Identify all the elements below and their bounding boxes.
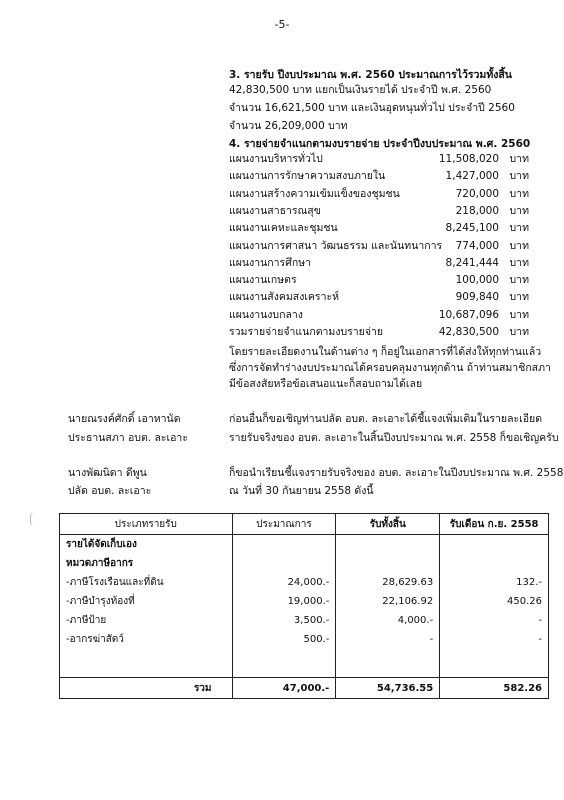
budget-line-amount: 1,427,000	[445, 170, 499, 183]
budget-line-unit: บาท	[509, 256, 529, 269]
section3-line: จำนวน 26,209,000 บาท	[229, 120, 348, 132]
budget-line-amount: 774,000	[455, 239, 499, 252]
speaker-name: นางพัฒนิดา ดีพูน	[68, 467, 147, 479]
budget-line-name: แผนงานการศึกษา	[229, 256, 312, 269]
budget-line-amount: 100,000	[455, 274, 499, 287]
scan-mark	[30, 512, 39, 526]
section3-line: 42,830,500 บาท แยกเป็นเงินรายได้ ประจำปี พ.ศ. 2560	[229, 84, 492, 96]
estimate-cell: 19,000.-	[232, 592, 336, 611]
speaker-name: นายณรงค์ศักดิ์ เอาหานัด	[68, 413, 181, 425]
table-header-row	[60, 514, 549, 535]
budget-line-unit: บาท	[509, 153, 529, 165]
table-row	[60, 649, 549, 678]
table-row	[60, 592, 549, 611]
budget-line-unit: บาท	[509, 204, 529, 217]
table-row	[60, 573, 549, 592]
budget-line-name: แผนงานบริหารทั่วไป	[229, 153, 323, 165]
row-label: -ภาษีโรงเรือนและที่ดิน	[60, 573, 233, 592]
section3-heading: 3. รายรับ ปีงบประมาณ พ.ศ. 2560 ประมาณการไว้รวมทั้งสิ้น	[229, 69, 512, 81]
section4-closing-line: ซึ่งการจัดทำร่างงบประมาณได้ครอบคลุมงานทุกด้าน ถ้าท่านสมาชิกสภา	[229, 362, 551, 374]
group-label: หมวดภาษีอากร	[60, 554, 233, 573]
group-label: รายได้จัดเก็บเอง	[60, 535, 233, 555]
sep-cell: 132.-	[440, 573, 549, 592]
received-cell: 4,000.-	[336, 611, 440, 630]
budget-line-amount: 8,241,444	[445, 256, 499, 269]
estimate-cell: 500.-	[232, 630, 336, 649]
budget-line-unit: บาท	[509, 222, 529, 235]
budget-line-unit: บาท	[509, 274, 529, 287]
budget-line-amount: 909,840	[455, 291, 499, 304]
received-cell: -	[336, 630, 440, 649]
sep-cell: -	[440, 611, 549, 630]
table-row	[60, 535, 549, 555]
budget-line-name: แผนงานสาธารณสุข	[229, 204, 321, 217]
row-label: -ภาษีบำรุงท้องที่	[60, 592, 233, 611]
speech-line: ณ วันที่ 30 กันยายน 2558 ดังนี้	[229, 485, 374, 497]
total-label: รวม	[60, 678, 233, 699]
budget-line-unit: บาท	[509, 170, 529, 183]
section4-closing-line: โดยรายละเอียดงานในด้านต่าง ๆ ก็อยู่ในเอกสารที่ได้ส่งให้ทุกท่านแล้ว	[229, 346, 542, 358]
column-header: ประมาณการ	[232, 514, 336, 535]
table-row	[60, 554, 549, 573]
total-received: 54,736.55	[336, 678, 440, 699]
speech-line: ก่อนอื่นก็ขอเชิญท่านปลัด อบต. ละเอาะได้ชี้แจงเพิ่มเติมในรายละเอียด	[229, 413, 543, 425]
budget-line-unit: บาท	[509, 239, 529, 252]
estimate-cell: 3,500.-	[232, 611, 336, 630]
sep-cell: 450.26	[440, 592, 549, 611]
budget-line-name: แผนงานการรักษาความสงบภายใน	[229, 170, 386, 183]
column-header: รับเดือน ก.ย. 2558	[440, 514, 549, 535]
column-header: รับทั้งสิ้น	[336, 514, 440, 535]
budget-line-amount: 10,687,096	[438, 308, 499, 321]
budget-line-amount: 11,508,020	[438, 153, 499, 165]
speech-line: รายรับจริงของ อบต. ละเอาะในสิ้นปีงบประมาณ พ.ศ. 2558 ก็ขอเชิญครับ	[229, 432, 559, 444]
budget-line-amount: 218,000	[455, 204, 499, 217]
budget-line-name: แผนงานสร้างความเข้มแข็งของชุมชน	[229, 187, 400, 200]
sep-cell: -	[440, 630, 549, 649]
budget-line-amount: 720,000	[455, 187, 499, 200]
budget-line-name: แผนงานงบกลาง	[229, 308, 303, 321]
row-label: -ภาษีป้าย	[60, 611, 233, 630]
budget-line-amount: 8,245,100	[445, 222, 499, 235]
budget-line-name: แผนงานเคหะและชุมชน	[229, 222, 338, 235]
budget-line-unit: บาท	[509, 326, 529, 338]
section4-heading: 4. รายจ่ายจำแนกตามงบรายจ่าย ประจำปีงบประมาณ พ.ศ. 2560	[229, 138, 531, 150]
table-row	[60, 630, 549, 649]
budget-line-unit: บาท	[509, 187, 529, 200]
received-cell: 28,629.63	[336, 573, 440, 592]
estimate-cell: 24,000.-	[232, 573, 336, 592]
budget-line-unit: บาท	[509, 291, 529, 304]
budget-line-amount: 42,830,500	[438, 326, 499, 338]
total-estimate: 47,000.-	[232, 678, 336, 699]
total-row	[60, 678, 549, 699]
speech-line: ก็ขอนำเรียนชี้แจงรายรับจริงของ อบต. ละเอาะในปีงบประมาณ พ.ศ. 2558	[229, 467, 564, 479]
total-sep: 582.26	[440, 678, 549, 699]
received-cell: 22,106.92	[336, 592, 440, 611]
row-label: -อากรฆ่าสัตว์	[60, 630, 233, 649]
budget-line-name: แผนงานการศาสนา วัฒนธรรม และนันทนาการ	[229, 239, 443, 252]
page-number: -5-	[274, 18, 290, 31]
budget-line-name: รวมรายจ่ายจำแนกตามงบรายจ่าย	[229, 326, 384, 338]
budget-line-name: แผนงานสังคมสงเคราะห์	[229, 291, 340, 304]
speaker-position: ปลัด อบต. ละเอาะ	[68, 485, 152, 497]
column-header: ประเภทรายรับ	[60, 514, 233, 535]
section4-closing-line: มีข้อสงสัยหรือข้อเสนอแนะก็สอบถามได้เลย	[229, 378, 423, 390]
budget-line-unit: บาท	[509, 308, 529, 321]
budget-line-name: แผนงานเกษตร	[229, 274, 297, 287]
income-table	[59, 513, 549, 699]
section3-line: จำนวน 16,621,500 บาท และเงินอุดหนุนทั่วไป ประจำปี 2560	[229, 102, 515, 114]
speaker-position: ประธานสภา อบต. ละเอาะ	[68, 432, 188, 444]
table-row	[60, 611, 549, 630]
